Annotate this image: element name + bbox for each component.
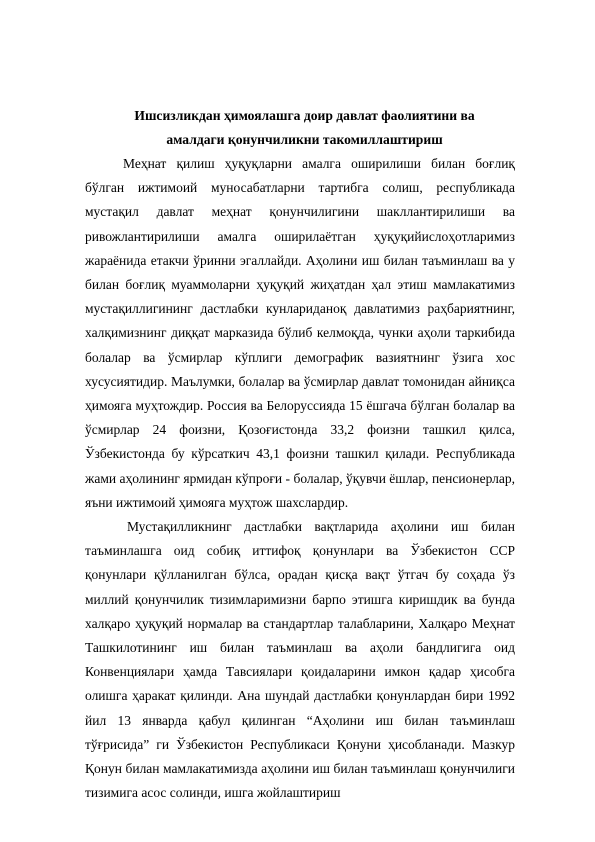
body-paragraph-2: Мустақилликнинг дастлабки вақтларида аҳолини иш билан таъминлашга оид собиқ иттифоқ қонунлари ва Ўзбекистон ССР қонунлари қўлланилган бўлса, орадан қисқа вақт ўтгач бу соҳада ўз миллий қонунчилик тизимларимизни барпо этишга киришдик ва бунда халқаро ҳуқуқий нормалар ва стандартлар талабларини, Халқаро Меҳнат Ташкилотининг иш билан таъминлаш ва аҳоли бандлигига оид Конвенциялари ҳамда Тавсиялари қоидаларини имкон қадар ҳисобга олишга ҳаракат қилинди. Ана шундай дастлабки қонунлардан бири 1992 йил 13 январда қабул қилинган “Аҳолини иш билан таъминлаш тўғрисида” ги Ўзбекистон Республикаси Қонуни ҳисобланади. Мазкур Қонун билан мамлакатимизда аҳолини иш билан таъминлаш қонунчилиги тизимига асос солинди, ишга жойлаштириш (85, 519, 515, 801)
title-line-1: Ишсизликдан ҳимоялашга доир давлат фаолиятини ва (134, 108, 475, 123)
document-title (85, 104, 515, 152)
body-paragraph-1: Меҳнат қилиш ҳуқуқларни амалга оширилиши билан боғлиқ бўлган ижтимоий муносабатларни тартибга солиш, республикада мустақил давлат меҳнат қонунчилигини шакллантирилиши ва ривожлантирилиши амалга оширилаётган ҳуқуқийислоҳотларимиз жараёнида етакчи ўринни эгаллайди. Аҳолини иш билан таъминлаш ва у билан боғлиқ муаммоларни ҳуқуқий жиҳатдан ҳал этиш мамлакатимиз мустақиллигининг дастлабки кунлариданоқ давлатимиз раҳбариятнинг, халқимизнинг диққат марказида бўлиб келмоқда, чунки аҳоли таркибида болалар ва ўсмирлар кўплиги демографик вазиятнинг ўзига хос хусусиятидир. Маълумки, болалар ва ўсмирлар давлат томонидан айниқса ҳимояга муҳтождир. Россия ва Белоруссияда 15 ёшгача бўлган болалар ва ўсмирлар 24 фоизни, Қозоғистонда 33,2 фоизни ташкил қилса, Ўзбекистонда бу кўрсаткич 43,1 фоизни ташкил қилади. Республикада жами аҳолининг ярмидан кўпроғи - болалар, ўқувчи ёшлар, пенсионерлар, яъни ижтимоий ҳимояга муҳтож шахслардир. (85, 156, 515, 510)
title-line-2: амалдаги қонунчиликни такомиллаштириш (166, 132, 443, 147)
